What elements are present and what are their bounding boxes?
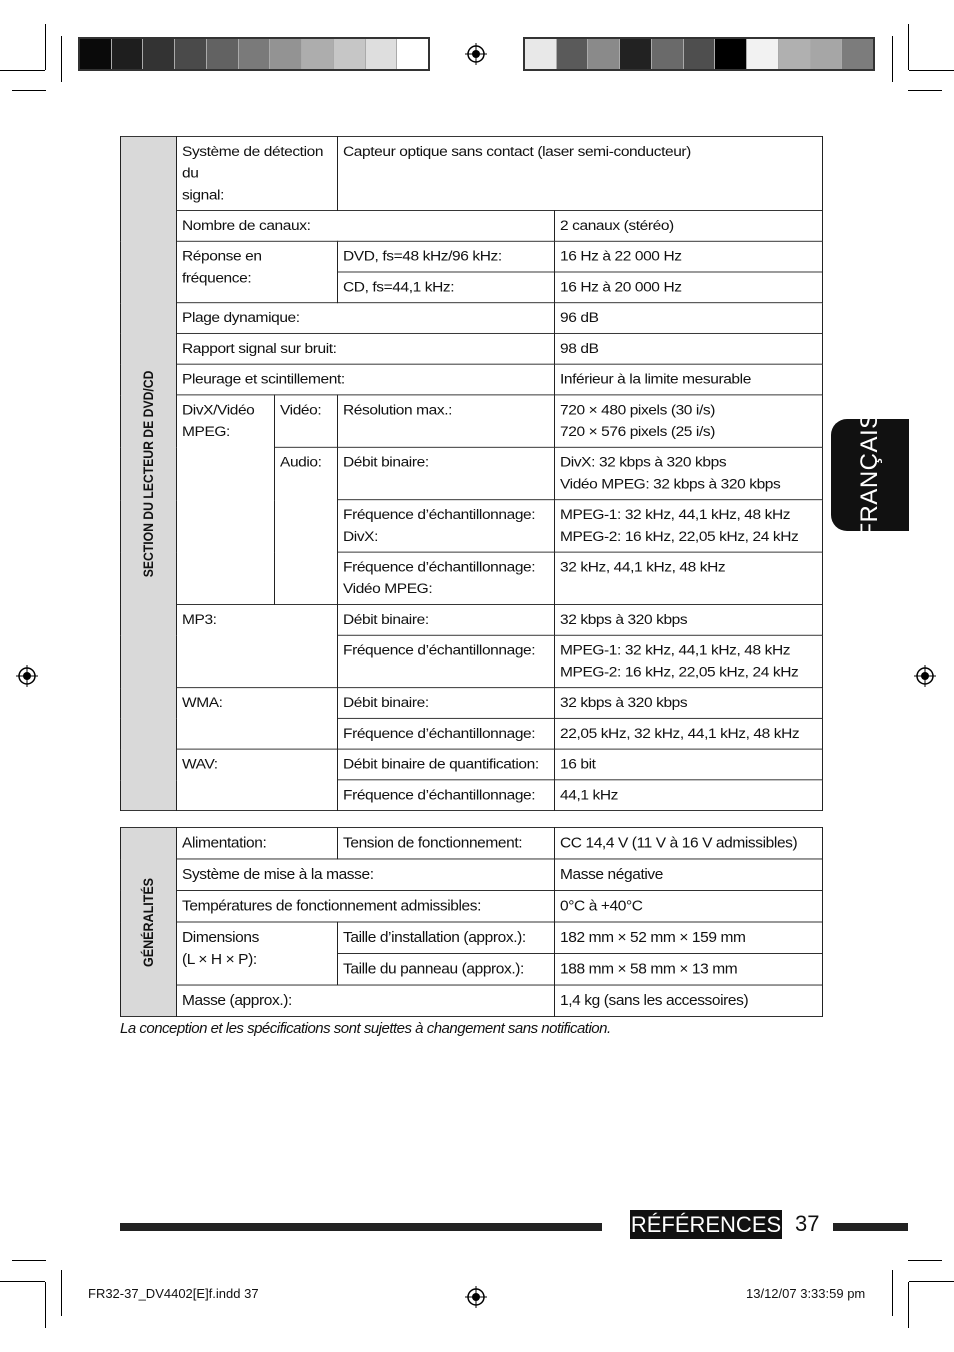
spec-value: 98 dB [555, 333, 823, 364]
color-swatch [302, 39, 334, 69]
section-rule-right [833, 1223, 908, 1231]
spec-sublabel: DVD, fs=48 kHz/96 kHz: [338, 241, 555, 272]
section-rule-left [120, 1223, 602, 1231]
spec-sublabel: Fréquence d’échantillonnage: [338, 780, 555, 811]
crop-mark [0, 70, 45, 71]
spec-sublabel: Résolution max.: [338, 395, 555, 447]
crop-mark [908, 1282, 909, 1328]
slug-datetime: 13/12/07 3:33:59 pm [746, 1286, 866, 1301]
color-swatch [397, 39, 428, 69]
color-swatch [270, 39, 302, 69]
spec-value: 32 kbps à 320 kbps [555, 605, 823, 636]
spec-sublabel: Débit binaire de quantification: [338, 749, 555, 780]
spec-value: 16 Hz à 22 000 Hz [555, 241, 823, 272]
spec-label: WMA: [177, 688, 338, 749]
spec-value: MPEG-1: 32 kHz, 44,1 kHz, 48 kHz MPEG-2: 16 kHz, 22,05 kHz, 24 kHz [555, 635, 823, 687]
slug-filename: FR32-37_DV4402[E]f.indd 37 [88, 1286, 259, 1301]
crop-mark [892, 36, 893, 82]
section-side-label: GÉNÉRALITÉS [121, 827, 177, 1016]
crop-mark [909, 1281, 954, 1282]
color-swatch [112, 39, 144, 69]
spec-value: 188 mm × 58 mm × 13 mm [555, 954, 823, 986]
spec-value: 182 mm × 52 mm × 159 mm [555, 922, 823, 954]
color-swatch [588, 39, 620, 69]
color-swatch [684, 39, 716, 69]
color-swatch [334, 39, 366, 69]
spec-label: WAV: [177, 749, 338, 810]
section-side-label: SECTION DU LECTEUR DE DVD/CD [121, 136, 177, 810]
crop-mark [45, 1282, 46, 1328]
crop-mark [892, 1270, 893, 1316]
color-swatch [557, 39, 589, 69]
color-swatch [779, 39, 811, 69]
color-swatch [842, 39, 873, 69]
registration-mark-icon [16, 665, 38, 687]
spec-value: 22,05 kHz, 32 kHz, 44,1 kHz, 48 kHz [555, 718, 823, 749]
page-number: 37 [795, 1211, 820, 1236]
color-swatch [811, 39, 843, 69]
dvd-cd-spec-table [120, 136, 823, 811]
crop-mark [12, 1260, 46, 1261]
crop-mark [908, 1260, 942, 1261]
color-swatch [143, 39, 175, 69]
color-swatch [239, 39, 271, 69]
color-swatch [652, 39, 684, 69]
spec-sublabel: Fréquence d’échantillonnage: DivX: [338, 500, 555, 552]
spec-value: Capteur optique sans contact (laser semi-conducteur) [338, 136, 823, 210]
spec-sublabel: Tension de fonctionnement: [338, 827, 555, 859]
spec-sublabel: Vidéo: [275, 395, 338, 447]
color-swatch [620, 39, 652, 69]
spec-value: MPEG-1: 32 kHz, 44,1 kHz, 48 kHz MPEG-2: 16 kHz, 22,05 kHz, 24 kHz [555, 500, 823, 552]
spec-value: 720 × 480 pixels (30 i/s) 720 × 576 pixels (25 i/s) [555, 395, 823, 447]
registration-mark-icon [914, 665, 936, 687]
crop-mark [61, 1270, 62, 1316]
spec-value: 1,4 kg (sans les accessoires) [555, 985, 823, 1017]
spec-value: Inférieur à la limite mesurable [555, 364, 823, 395]
spec-value: 0°C à +40°C [555, 890, 823, 922]
crop-mark [61, 36, 62, 82]
spec-sublabel: Taille d’installation (approx.): [338, 922, 555, 954]
color-swatch [80, 39, 112, 69]
spec-label: Pleurage et scintillement: [177, 364, 555, 395]
crop-mark [0, 1281, 45, 1282]
spec-label: Températures de fonctionnement admissibles: [177, 890, 555, 922]
crop-mark [909, 70, 954, 71]
section-label: RÉFÉRENCES [630, 1212, 782, 1237]
color-swatch [175, 39, 207, 69]
spec-sublabel: CD, fs=44,1 kHz: [338, 272, 555, 303]
spec-value: CC 14,4 V (11 V à 16 V admissibles) [555, 827, 823, 859]
spec-sublabel: Débit binaire: [338, 688, 555, 719]
spec-sublabel: Fréquence d’échantillonnage: Vidéo MPEG: [338, 552, 555, 604]
color-calibration-bar-right [523, 37, 875, 71]
spec-label: Dimensions (L × H × P): [177, 922, 338, 985]
color-swatch [207, 39, 239, 69]
spec-value: 16 Hz à 20 000 Hz [555, 272, 823, 303]
spec-label: DivX/Vidéo MPEG: [177, 395, 275, 605]
spec-value: 32 kbps à 320 kbps [555, 688, 823, 719]
spec-value: 2 canaux (stéréo) [555, 211, 823, 242]
spec-value: 96 dB [555, 303, 823, 334]
spec-sublabel: Audio: [275, 447, 338, 604]
color-swatch [747, 39, 779, 69]
crop-mark [908, 24, 909, 70]
spec-value: DivX: 32 kbps à 320 kbps Vidéo MPEG: 32 kbps à 320 kbps [555, 447, 823, 499]
spec-value: 32 kHz, 44,1 kHz, 48 kHz [555, 552, 823, 604]
spec-sublabel: Fréquence d’échantillonnage: [338, 635, 555, 687]
spec-value: 16 bit [555, 749, 823, 780]
spec-label: Nombre de canaux: [177, 211, 555, 242]
spec-sublabel: Fréquence d’échantillonnage: [338, 718, 555, 749]
spec-value: 44,1 kHz [555, 780, 823, 811]
spec-label: MP3: [177, 605, 338, 688]
crop-mark [908, 90, 942, 91]
footnote: La conception et les spécifications sont sujettes à changement sans notification. [120, 1020, 611, 1037]
spec-sublabel: Débit binaire: [338, 605, 555, 636]
spec-label: Alimentation: [177, 827, 338, 859]
spec-value: Masse négative [555, 859, 823, 891]
language-tab: FRANÇAIS [831, 419, 909, 531]
spec-sublabel: Taille du panneau (approx.): [338, 954, 555, 986]
crop-mark [45, 24, 46, 70]
spec-label: Système de mise à la masse: [177, 859, 555, 891]
spec-label: Rapport signal sur bruit: [177, 333, 555, 364]
crop-mark [12, 90, 46, 91]
registration-mark-icon [465, 43, 487, 65]
spec-sublabel: Débit binaire: [338, 447, 555, 499]
spec-label: Réponse en fréquence: [177, 241, 338, 302]
color-swatch [525, 39, 557, 69]
registration-mark-icon [465, 1286, 487, 1308]
color-swatch [366, 39, 398, 69]
spec-label: Système de détection du signal: [177, 136, 338, 210]
color-calibration-bar-left [78, 37, 430, 71]
spec-label: Plage dynamique: [177, 303, 555, 334]
color-swatch [715, 39, 747, 69]
spec-label: Masse (approx.): [177, 985, 555, 1017]
general-spec-table [120, 827, 823, 1017]
